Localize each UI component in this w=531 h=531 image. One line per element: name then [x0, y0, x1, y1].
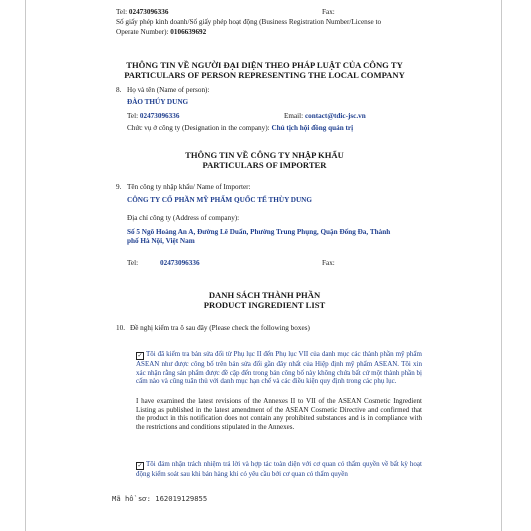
section-number-9: 9.: [116, 183, 122, 191]
importer-tel-label: Tel:: [127, 259, 139, 267]
section-number-8: 8.: [116, 86, 122, 94]
rep-name-value: ĐÀO THÚY DUNG: [127, 98, 189, 106]
declaration-en: I have examined the latest revisions of the Annexes II to VII of the ASEAN Cosmetic Ingredient Listing as published in the latest amendment of the ASEAN Cosmetic Directive and confirmed that the product in this notification does not contain any prohibited substances and is in compliance with the restrictions and conditions stipulated in the Annexes.: [136, 397, 422, 431]
importer-address-label: Địa chỉ công ty (Address of company):: [127, 214, 240, 222]
importer-tel-value: 02473096336: [160, 259, 200, 267]
header-tel: Tel: 02473096336: [116, 8, 169, 16]
operate-number: Operate Number): 0106639692: [116, 28, 207, 36]
ingredients-title-en: PRODUCT INGREDIENT LIST: [203, 300, 326, 310]
rep-name-label: Họ và tên (Name of person):: [127, 86, 210, 94]
importer-title-vi: THÔNG TIN VỀ CÔNG TY NHẬP KHẨU: [185, 150, 344, 160]
checkbox-declaration-vi[interactable]: ✓: [137, 352, 143, 359]
declaration-responsibility: [136, 460, 422, 479]
checkbox-responsibility[interactable]: ✓: [137, 462, 143, 469]
importer-title-en: PARTICULARS OF IMPORTER: [202, 160, 327, 170]
rep-title-vi: THÔNG TIN VỀ NGƯỜI ĐẠI DIỆN THEO PHÁP LUẬT CỦA CÔNG TY: [126, 60, 403, 70]
business-reg-label: Số giấy phép kinh doanh/Số giấy phép hoạt động (Business Registration Number/License to: [116, 18, 382, 26]
declaration-vi: [136, 350, 422, 386]
section-number-10: 10.: [116, 324, 125, 332]
importer-fax-label: Fax:: [322, 259, 335, 267]
rep-position: Chức vụ ở công ty (Designation in the company): Chủ tịch hội đồng quản trị: [127, 124, 354, 132]
check-instruction: Đề nghị kiểm tra ô sau đây (Please check the following boxes): [130, 324, 310, 332]
header-fax-label: Fax:: [322, 8, 335, 16]
importer-name-value: CÔNG TY CỔ PHẦN MỸ PHẨM QUỐC TẾ THÙY DUNG: [127, 196, 312, 204]
dossier-code: Mã hồ sơ: 162019129855: [112, 494, 208, 503]
importer-name-label: Tên công ty nhập khẩu/ Name of Importer:: [127, 183, 251, 191]
rep-tel: Tel: 02473096336: [127, 112, 180, 120]
ingredients-title-vi: DANH SÁCH THÀNH PHẦN: [208, 290, 321, 300]
importer-address-line2: phố Hà Nội, Việt Nam: [127, 237, 195, 245]
rep-email: Email: contact@tdic-jsc.vn: [284, 112, 366, 120]
declaration-responsibility-text: Tôi đảm nhận trách nhiệm trả lời và hợp tác toàn diện với cơ quan có thẩm quyền về bất kỳ hoạt động kiểm soát sau khi bán hàng khi có yêu cầu bởi cơ quan có thẩm quyền: [136, 460, 422, 478]
declaration-vi-text: Tôi đã kiểm tra bản sửa đổi từ Phụ lục II đến Phụ lục VII của danh mục các thành phần mỹ phẩm ASEAN như được công bố trên bản sửa đổi gần đây nhất của Hiệp định mỹ phẩm ASEAN. Tôi xin xác nhận rằng sản phẩm được đề cập đến trong bản công bố này không chứa bất cứ một thành phần bị cấm nào và cũng tuân thủ với danh mục hạn chế và các điều kiện quy định trong các phụ lục.: [136, 350, 422, 386]
importer-address-line1: Số 5 Ngõ Hoàng An A, Đường Lê Duẩn, Phường Trung Phụng, Quận Đống Đa, Thành: [127, 228, 391, 236]
rep-title-en: PARTICULARS OF PERSON REPRESENTING THE LOCAL COMPANY: [124, 70, 405, 80]
